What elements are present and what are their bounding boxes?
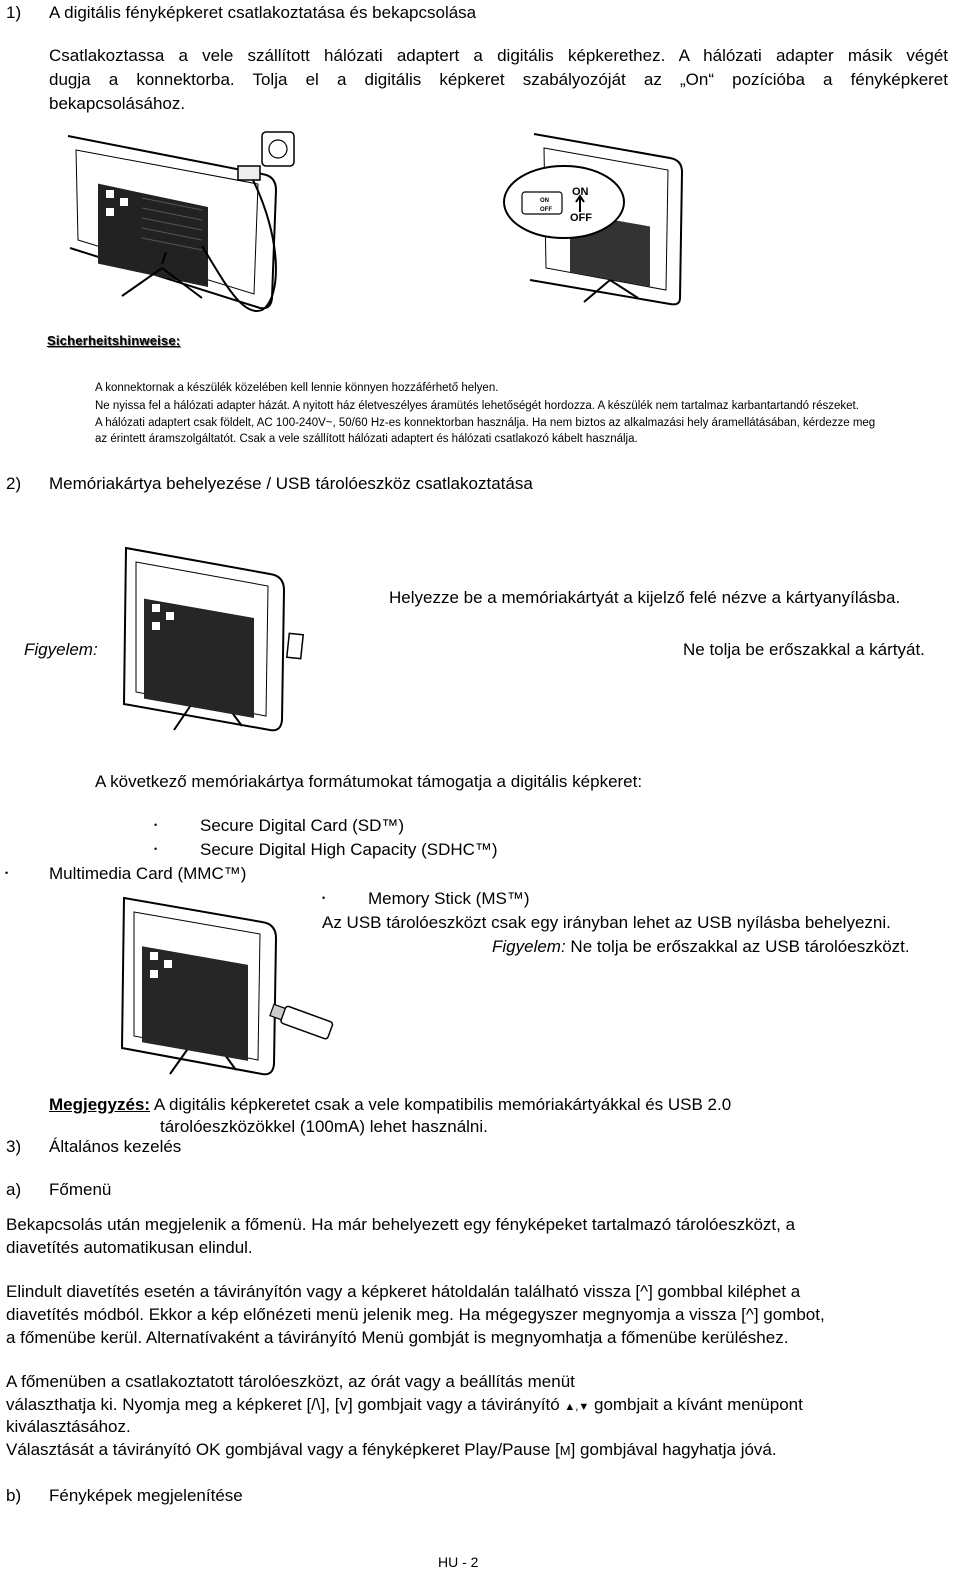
p2-line2: diavetítés módból. Ekkor a kép előnézeti menü jelenik meg. Ha mégegyszer megnyomja a vissza [^] gombot, <box>6 1305 825 1324</box>
usb-stick-icon <box>269 1001 333 1039</box>
bullet-icon: • <box>322 893 326 903</box>
p3-line4-end: ] gombjával hagyhatja jóvá. <box>570 1440 777 1459</box>
section3-number: 3) <box>6 1137 22 1156</box>
section1-title: A digitális fényképkeret csatlakoztatása és bekapcsolása <box>49 3 477 22</box>
switch-off-label: OFF <box>570 212 592 224</box>
safety-heading: Sicherheitshinweise: <box>47 333 181 348</box>
section3-title: Általános kezelés <box>49 1137 182 1156</box>
format-ms: Memory Stick (MS™) <box>368 889 530 908</box>
safety-line-2: Ne nyissa fel a hálózati adapter házát. A nyitott ház életveszélyes áramütés lehetőségét hordozza. A készülék nem tartalmaz karbantartandó részeket. <box>95 400 859 412</box>
p1-line1: Bekapcsolás után megjelenik a főmenü. Ha már behelyezett egy fényképeket tartalmazó tárolóeszközt, a <box>6 1215 796 1234</box>
p3-line4-text: Választását a távirányító OK gombjával vagy a fényképkeret Play/Pause [ <box>6 1440 560 1459</box>
note-line2: tárolóeszközökkel (100mA) lehet használni. <box>160 1117 488 1136</box>
bullet-icon: • <box>154 844 158 854</box>
p3-line3: kiválasztásához. <box>6 1417 131 1436</box>
section1-number: 1) <box>6 3 22 22</box>
memory-card-icon <box>287 633 303 658</box>
note-label: Megjegyzés: <box>49 1095 151 1114</box>
sub-a-title: Főmenü <box>49 1180 112 1199</box>
sub-a-letter: a) <box>6 1180 22 1199</box>
no-force-card-note: Ne tolja be erőszakkal a kártyát. <box>683 640 925 659</box>
p3-line2-end: gombjait a kívánt menüpont <box>589 1395 803 1414</box>
formats-intro: A következő memóriakártya formátumokat támogatja a digitális képkeret: <box>95 772 643 791</box>
safety-line-4: az érintett áramszolgáltatót. Csak a vele szállított hálózati adaptert és hálózati csatlakozó kábelt használja. <box>95 433 638 445</box>
on-off-switch-illustration <box>500 130 700 310</box>
section2-number: 2) <box>6 474 22 493</box>
p3-line4 <box>6 1440 777 1461</box>
format-sd: Secure Digital Card (SD™) <box>200 816 405 835</box>
usb-insertion-illustration <box>118 892 348 1082</box>
compat-note <box>49 1095 731 1115</box>
insert-card-note: Helyezze be a memóriakártyát a kijelző felé nézve a kártyanyílásba. <box>389 588 901 607</box>
sub-b-title: Fényképek megjelenítése <box>49 1486 243 1505</box>
section1-paragraph-line2: dugja a konnektorba. Tolja el a digitális képkeret szabályozóját az „On“ pozícióba a fényképkeret <box>49 70 948 89</box>
switch-on-label: ON <box>572 186 589 198</box>
p3-line2 <box>6 1395 803 1417</box>
switch-mini-off-label: OFF <box>540 207 552 213</box>
p3-line1: A főmenüben a csatlakoztatott tárolóeszközt, az órát vagy a beállítás menüt <box>6 1372 575 1391</box>
note-line1: A digitális képkeretet csak a vele kompatibilis memóriakártyákkal és USB 2.0 <box>150 1095 732 1114</box>
usb-attention-line <box>492 937 910 957</box>
safety-line-3: A hálózati adaptert csak földelt, AC 100-240V~, 50/60 Hz-es konnektorban használja. Ha nem biztos az alkalmazási hely áramellátásában, kérdezze meg <box>95 417 876 429</box>
bullet-icon: • <box>154 820 158 830</box>
memory-card-insertion-illustration <box>118 540 318 740</box>
usb-note: Az USB tárolóeszközt csak egy irányban lehet az USB nyílásba behelyezni. <box>322 913 891 932</box>
sub-b-letter: b) <box>6 1486 22 1505</box>
safety-line-1: A konnektornak a készülék közelében kell lennie könnyen hozzáférhető helyen. <box>95 382 499 394</box>
frame-with-adapter-illustration <box>62 128 322 328</box>
p1-line2: diavetítés automatikusan elindul. <box>6 1238 253 1257</box>
frame-back-panel <box>98 184 208 287</box>
section1-paragraph-line1: Csatlakoztassa a vele szállított hálózati adaptert a digitális képkerethez. A hálózati adapter másik végét <box>49 46 948 65</box>
bullet-icon: • <box>5 868 9 878</box>
up-down-arrows-icon: ▲,▼ <box>564 1401 590 1413</box>
switch-mini-on-label: ON <box>540 198 549 204</box>
page-number: HU - 2 <box>438 1554 479 1570</box>
format-mmc: Multimedia Card (MMC™) <box>49 864 247 883</box>
play-pause-key: M <box>559 1443 571 1458</box>
attention-label: Figyelem: <box>24 640 98 659</box>
usb-attention-label: Figyelem: <box>492 937 566 956</box>
section1-paragraph-line3: bekapcsolásához. <box>49 94 186 113</box>
p2-line1: Elindult diavetítés esetén a távirányítón vagy a képkeret hátoldalán található vissza [^] gombbal kiléphet a <box>6 1282 801 1301</box>
section2-title: Memóriakártya behelyezése / USB tárolóeszköz csatlakoztatása <box>49 474 533 493</box>
p3-line2-text: választhatja ki. Nyomja meg a képkeret [/\], [v] gombjait vagy a távirányító <box>6 1395 565 1414</box>
usb-attention-text: Ne tolja be erőszakkal az USB tárolóeszközt. <box>565 937 910 956</box>
format-sdhc: Secure Digital High Capacity (SDHC™) <box>200 840 498 859</box>
p2-line3: a főmenübe kerül. Alternatívaként a távirányító Menü gombját is megnyomhatja a főmenübe kerüléshez. <box>6 1328 789 1347</box>
wall-outlet <box>262 132 294 166</box>
